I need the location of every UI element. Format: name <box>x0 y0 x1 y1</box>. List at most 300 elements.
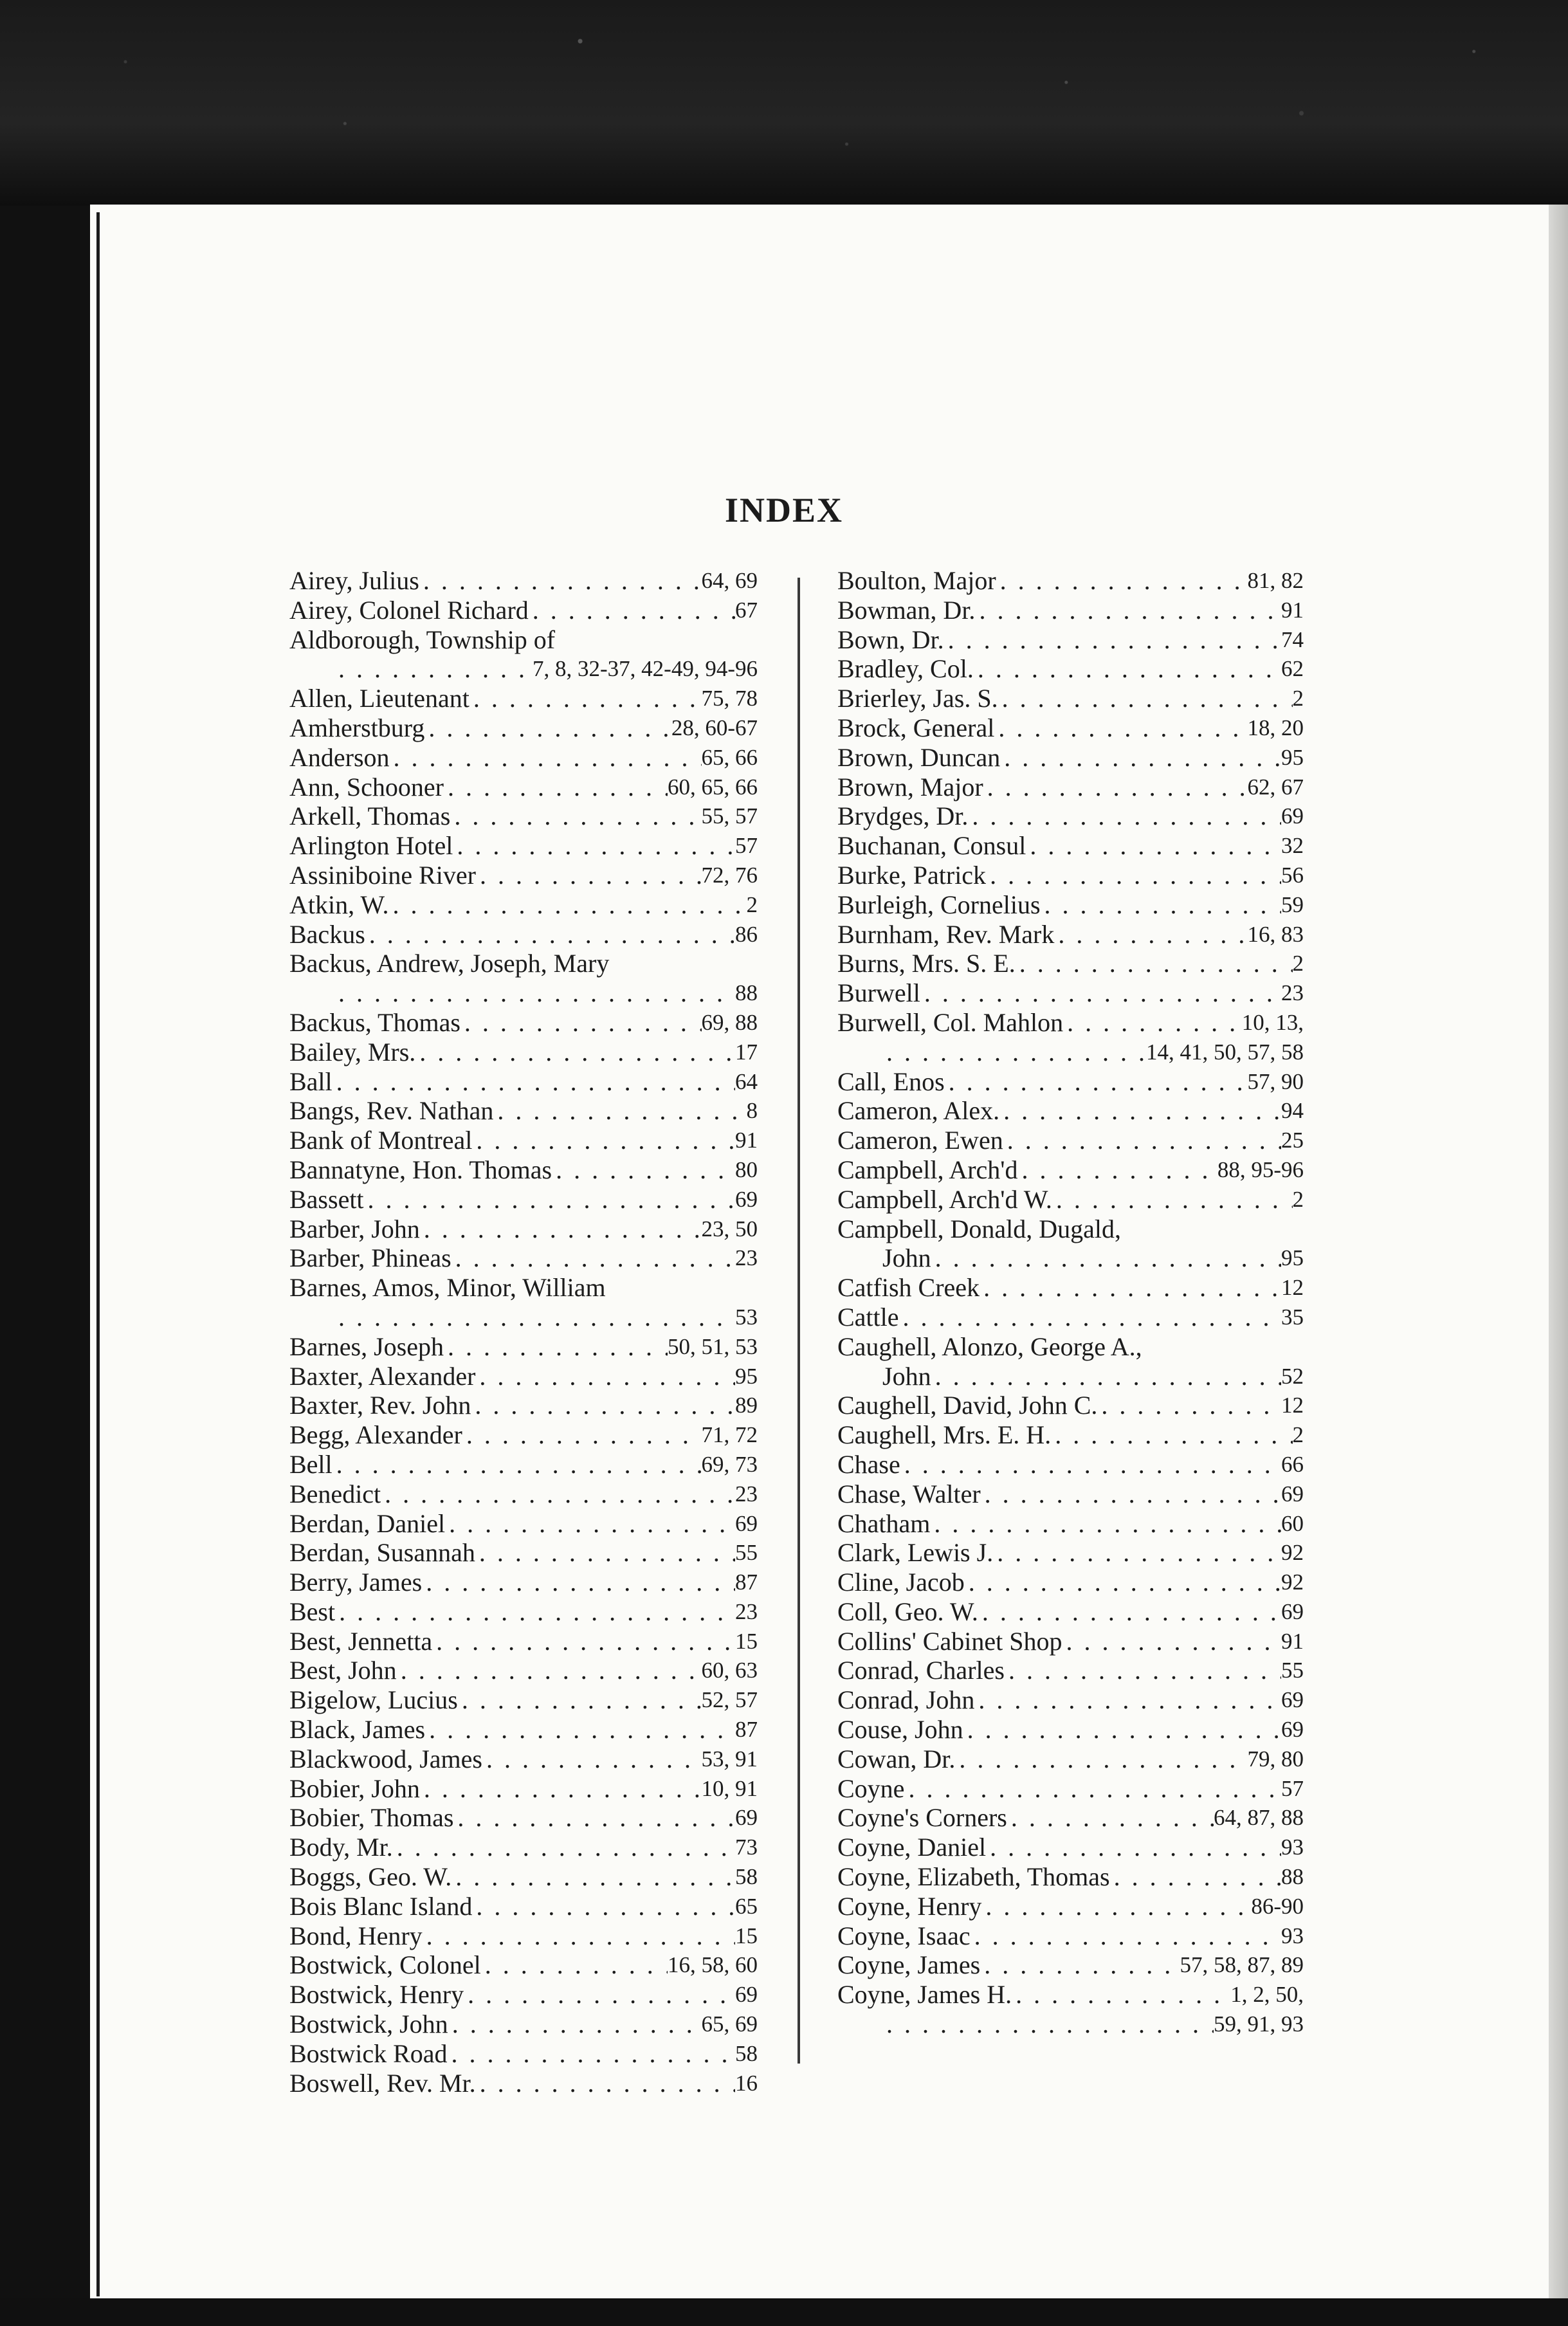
index-entry-name: Campbell, Arch'd W. <box>837 1184 1052 1214</box>
index-entry-pages: 79, 80 <box>1247 1746 1304 1772</box>
index-entry-pages: 15 <box>735 1923 758 1948</box>
index-entry <box>837 1833 1304 1862</box>
index-entry-name: Coyne <box>837 1773 905 1803</box>
leader-dots <box>1012 1980 1230 2010</box>
leader-dots <box>424 713 671 743</box>
index-entry-pages: 69 <box>1281 1717 1304 1743</box>
leader-dots <box>450 801 701 831</box>
index-entry-pages: 16 <box>735 2070 758 2096</box>
index-entry-name: Coll, Geo. W. <box>837 1597 978 1626</box>
index-entry-pages: 91 <box>1281 1628 1304 1654</box>
leader-dots <box>460 1008 702 1038</box>
index-entry-name: Body, Mr. <box>289 1833 393 1862</box>
index-entry <box>837 1067 1304 1097</box>
leader-dots <box>444 1332 668 1362</box>
leader-dots <box>904 1774 1281 1804</box>
index-entry-name: Brydges, Dr. <box>837 801 969 831</box>
leader-dots <box>453 1803 735 1833</box>
index-entry <box>289 1303 758 1332</box>
leader-dots <box>420 1774 702 1804</box>
index-entry-name: Arkell, Thomas <box>289 801 451 831</box>
index-entry <box>289 861 758 890</box>
leader-dots <box>996 566 1248 596</box>
index-entry-name: Airey, Colonel Richard <box>289 595 529 625</box>
index-entry <box>837 713 1304 743</box>
index-entry-pages: 95 <box>1281 744 1304 770</box>
index-entry <box>837 684 1304 713</box>
scan-background-top <box>0 0 1568 206</box>
index-entry <box>289 1538 758 1568</box>
leader-dots <box>419 566 702 596</box>
index-entry-pages: 60, 65, 66 <box>668 774 758 800</box>
index-entry-pages: 60 <box>1281 1510 1304 1536</box>
leader-dots <box>422 1568 735 1597</box>
index-entry-pages: 73 <box>735 1835 758 1860</box>
index-entry <box>289 625 758 655</box>
index-entry-name: Burleigh, Cornelius <box>837 890 1041 919</box>
index-entry-name: Backus <box>289 919 365 949</box>
index-entry <box>289 890 758 920</box>
index-entry-name: Bassett <box>289 1184 364 1214</box>
index-entry-name: Clark, Lewis J. <box>837 1538 994 1568</box>
index-entry-pages: 52, 57 <box>701 1687 758 1713</box>
leader-dots <box>900 1450 1281 1479</box>
index-entry-name: Chase, Walter <box>837 1479 981 1508</box>
index-entry-name: Cattle <box>837 1302 899 1332</box>
leader-dots <box>471 1391 735 1420</box>
index-entry <box>289 1243 758 1273</box>
index-entry <box>837 625 1304 655</box>
leader-dots <box>1062 1627 1281 1656</box>
leader-dots <box>390 743 702 773</box>
index-entry <box>837 1185 1304 1214</box>
index-entry <box>289 1185 758 1214</box>
index-entry-name: Burwell, Col. Mahlon <box>837 1007 1064 1037</box>
index-entry <box>837 1862 1304 1892</box>
index-entry-name: Berdan, Susannah <box>289 1538 475 1568</box>
index-entry <box>289 1950 758 1980</box>
index-entry <box>289 596 758 625</box>
leader-dots <box>472 1892 735 1921</box>
index-entry-name: Arlington Hotel <box>289 831 453 861</box>
index-entry-pages: 52 <box>1281 1363 1304 1389</box>
index-entry-pages: 65 <box>735 1893 758 1919</box>
index-entry-name: Baxter, Alexander <box>289 1361 476 1391</box>
index-entry <box>289 1008 758 1038</box>
index-entry-name: John <box>882 1361 931 1391</box>
index-entry-name: Ball <box>289 1067 333 1096</box>
index-entry-pages: 87 <box>735 1717 758 1743</box>
index-entry-name: Atkin, W. <box>289 890 389 919</box>
index-entry <box>289 1862 758 1892</box>
leader-dots <box>444 773 668 802</box>
index-entry-name: Campbell, Arch'd <box>837 1155 1018 1184</box>
index-entry-pages: 69 <box>1281 1481 1304 1506</box>
index-entry <box>289 1067 758 1097</box>
index-entry <box>289 1214 758 1244</box>
index-entry-pages: 16, 83 <box>1247 921 1304 947</box>
index-entry <box>837 1656 1304 1685</box>
index-entry-name: Barber, Phineas <box>289 1243 451 1273</box>
leader-dots <box>1016 949 1293 978</box>
index-entry-name: Ann, Schooner <box>289 772 444 801</box>
index-entry-name: Bell <box>289 1449 333 1479</box>
index-entry-pages: 2 <box>1292 1422 1304 1448</box>
index-entry <box>837 920 1304 949</box>
index-entry-pages: 69, 88 <box>701 1009 758 1035</box>
index-entry <box>837 890 1304 920</box>
index-entry-name: Brierley, Jas. S. <box>837 684 998 713</box>
index-entry-name: Bailey, Mrs. <box>289 1037 416 1067</box>
leader-dots <box>445 1509 735 1539</box>
index-entry-name: Coyne, James <box>837 1950 981 1980</box>
index-entry-pages: 57 <box>735 833 758 859</box>
leader-dots <box>475 1538 735 1568</box>
index-entry-pages: 88, 95-96 <box>1217 1157 1304 1182</box>
index-entry <box>289 1921 758 1951</box>
index-entry <box>837 1685 1304 1715</box>
index-entry <box>837 1892 1304 1921</box>
index-entry-pages: 12 <box>1281 1275 1304 1301</box>
index-entry <box>289 1420 758 1450</box>
leader-dots <box>334 978 735 1008</box>
index-entry-name: Conrad, Charles <box>837 1656 1005 1685</box>
index-entry-pages: 71, 72 <box>701 1422 758 1448</box>
index-entry <box>837 1243 1304 1273</box>
index-entry <box>837 1538 1304 1568</box>
leader-dots <box>968 801 1281 831</box>
index-entry <box>289 920 758 949</box>
leader-dots <box>986 861 1281 890</box>
index-entry <box>289 2010 758 2039</box>
index-entry-pages: 53, 91 <box>701 1746 758 1772</box>
leader-dots <box>393 1833 735 1862</box>
leader-dots <box>930 1509 1281 1539</box>
index-entry <box>837 1273 1304 1303</box>
leader-dots <box>482 1745 702 1774</box>
index-entry-name: Bown, Dr. <box>837 625 944 654</box>
index-entry-name: Best <box>289 1597 336 1626</box>
leader-dots <box>481 1950 668 1980</box>
index-entry <box>289 1038 758 1067</box>
column-divider <box>798 578 800 2064</box>
leader-dots <box>1005 1656 1281 1685</box>
index-entry-name: Bigelow, Lucius <box>289 1685 458 1715</box>
index-entry <box>837 773 1304 802</box>
index-entry-pages: 25 <box>1281 1128 1304 1153</box>
leader-dots <box>475 1362 735 1391</box>
index-entry-pages: 69 <box>1281 803 1304 829</box>
index-entry-name: Caughell, Mrs. E. H. <box>837 1420 1052 1450</box>
index-entry <box>289 1332 758 1362</box>
index-entry <box>289 743 758 773</box>
index-entry-pages: 55, 57 <box>701 803 758 829</box>
index-entry-name: Coyne, Isaac <box>837 1921 971 1950</box>
index-entry-name: Boswell, Rev. Mr. <box>289 2068 476 2098</box>
index-entry-name: Coyne, Henry <box>837 1891 982 1921</box>
index-entry <box>289 2069 758 2098</box>
index-entry-pages: 7, 8, 32-37, 42-49, 94-96 <box>533 656 758 682</box>
index-entry <box>289 1479 758 1509</box>
leader-dots <box>978 1597 1281 1627</box>
index-entry <box>289 1568 758 1597</box>
index-entry-name: Bois Blanc Island <box>289 1891 473 1921</box>
index-entry-pages: 23 <box>735 1245 758 1271</box>
index-entry <box>289 1833 758 1862</box>
leader-dots <box>397 1656 702 1685</box>
index-entry <box>837 1509 1304 1539</box>
index-entry <box>837 1597 1304 1627</box>
index-entry <box>837 1391 1304 1420</box>
index-entry-pages: 88 <box>1281 1864 1304 1890</box>
index-entry-pages: 58 <box>735 2040 758 2066</box>
leader-dots <box>965 1568 1281 1597</box>
index-entry <box>837 1479 1304 1509</box>
leader-dots <box>882 2010 1214 2039</box>
index-entry-pages: 69 <box>735 1186 758 1212</box>
index-entry-pages: 64, 87, 88 <box>1214 1805 1304 1831</box>
index-entry <box>837 831 1304 861</box>
leader-dots <box>986 1833 1281 1862</box>
index-entry-pages: 93 <box>1281 1835 1304 1860</box>
index-entry <box>837 1774 1304 1804</box>
leader-dots <box>1041 890 1281 920</box>
index-entry <box>837 1214 1304 1244</box>
index-entry-name: Bradley, Col. <box>837 654 974 684</box>
leader-dots <box>453 831 735 861</box>
index-entry-pages: 72, 76 <box>701 862 758 888</box>
index-entry-name: Allen, Lieutenant <box>289 684 469 713</box>
index-entry-name: Cline, Jacob <box>837 1568 965 1597</box>
index-entry-name: Boggs, Geo. W. <box>289 1862 452 1892</box>
index-entry-name: Coyne, Elizabeth, Thomas <box>837 1862 1110 1892</box>
index-entry-name: Cameron, Ewen <box>837 1126 1003 1155</box>
index-entry-name: Boulton, Major <box>837 566 996 595</box>
index-entry-name: Best, Jennetta <box>289 1626 433 1656</box>
index-entry-pages: 62 <box>1281 656 1304 682</box>
index-entry-name: Burwell <box>837 978 920 1008</box>
index-entry-name: Blackwood, James <box>289 1744 482 1773</box>
index-entry-name: Bostwick, Colonel <box>289 1950 481 1980</box>
leader-dots <box>493 1096 746 1126</box>
index-entry-pages: 67 <box>735 597 758 623</box>
index-entry-pages: 57, 90 <box>1247 1068 1304 1094</box>
index-entry <box>837 596 1304 625</box>
index-entry-name: Berry, James <box>289 1568 423 1597</box>
leader-dots <box>472 1126 735 1155</box>
leader-dots <box>1051 1420 1292 1450</box>
index-entry <box>837 1008 1304 1038</box>
index-entry-pages: 56 <box>1281 862 1304 888</box>
leader-dots <box>415 1038 735 1067</box>
index-entry-pages: 69 <box>1281 1598 1304 1624</box>
index-entry <box>837 1950 1304 1980</box>
index-entry-pages: 69, 73 <box>701 1451 758 1477</box>
index-entry-name: Barnes, Joseph <box>289 1332 444 1361</box>
leader-dots <box>983 773 1248 802</box>
leader-dots <box>931 1243 1281 1273</box>
index-entry-pages: 57 <box>1281 1775 1304 1801</box>
index-entry-pages: 94 <box>1281 1098 1304 1124</box>
index-entry-pages: 17 <box>735 1039 758 1065</box>
index-entry <box>289 1450 758 1479</box>
index-entry-pages: 69 <box>735 1510 758 1536</box>
leader-dots <box>974 1685 1281 1715</box>
index-entry-name: Best, John <box>289 1656 397 1685</box>
index-entry-name: Chase <box>837 1449 900 1479</box>
leader-dots <box>469 684 702 713</box>
index-entry-pages: 92 <box>1281 1570 1304 1595</box>
leader-dots <box>998 684 1293 713</box>
index-entry-pages: 88 <box>735 980 758 1006</box>
page-title: INDEX <box>724 491 844 529</box>
index-entry <box>837 949 1304 978</box>
index-entry <box>289 1126 758 1155</box>
leader-dots <box>476 861 702 890</box>
index-entry-name: Coyne, Daniel <box>837 1833 987 1862</box>
index-entry-pages: 10, 91 <box>701 1775 758 1801</box>
index-entry-name: Cameron, Alex. <box>837 1096 1000 1126</box>
index-column-left <box>289 566 758 2098</box>
leader-dots <box>476 2069 735 2098</box>
index-entry-name: Buchanan, Consul <box>837 831 1026 861</box>
index-entry <box>837 801 1304 831</box>
leader-dots <box>974 654 1281 684</box>
leader-dots <box>364 1185 735 1214</box>
index-entry-name: Caughell, David, John C. <box>837 1391 1098 1420</box>
index-entry <box>289 1155 758 1185</box>
index-entry-pages: 35 <box>1281 1304 1304 1330</box>
leader-dots <box>458 1685 702 1715</box>
index-entry-pages: 62, 67 <box>1247 774 1304 800</box>
leader-dots <box>333 1067 735 1097</box>
index-entry-pages: 87 <box>735 1570 758 1595</box>
index-entry <box>837 1126 1304 1155</box>
leader-dots <box>464 1980 735 2010</box>
index-entry <box>837 1332 1304 1362</box>
index-entry-name: Anderson <box>289 742 390 772</box>
index-entry-name: Campbell, Donald, Dugald, <box>837 1214 1122 1243</box>
leader-dots <box>365 920 735 949</box>
index-entry-pages: 86 <box>735 921 758 947</box>
index-entry <box>289 1892 758 1921</box>
index-entry <box>837 1980 1304 2010</box>
index-entry-name: Barber, John <box>289 1214 420 1243</box>
index-entry <box>837 861 1304 890</box>
index-entry-name: Brown, Major <box>837 772 983 801</box>
index-entry-pages: 18, 20 <box>1247 715 1304 740</box>
index-entry-pages: 2 <box>1292 951 1304 976</box>
index-entry <box>289 654 758 684</box>
index-entry <box>289 1656 758 1685</box>
index-entry <box>837 1921 1304 1951</box>
index-entry-pages: 1, 2, 50, <box>1230 1982 1304 2008</box>
index-entry <box>837 743 1304 773</box>
leader-dots <box>975 596 1281 625</box>
index-entry-name: Amherstburg <box>289 713 425 742</box>
index-entry-name: Backus, Thomas <box>289 1007 460 1037</box>
index-entry <box>289 1803 758 1833</box>
index-entry <box>289 1745 758 1774</box>
leader-dots <box>1018 1155 1217 1185</box>
index-entry <box>289 566 758 596</box>
index-entry-pages: 69 <box>735 1982 758 2008</box>
index-entry <box>289 978 758 1008</box>
leader-dots <box>981 1479 1281 1509</box>
index-entry-pages: 15 <box>735 1628 758 1654</box>
index-entry <box>837 1803 1304 1833</box>
index-entry <box>289 1597 758 1627</box>
index-entry <box>289 1273 758 1303</box>
index-entry-name: Burnham, Rev. Mark <box>837 919 1055 949</box>
leader-dots <box>432 1627 735 1656</box>
index-entry-pages: 64, 69 <box>701 568 758 593</box>
leader-dots <box>529 596 735 625</box>
leader-dots <box>1003 1126 1281 1155</box>
index-entry-pages: 58 <box>735 1864 758 1890</box>
index-entry-name: Bank of Montreal <box>289 1126 473 1155</box>
index-entry-pages: 64 <box>735 1068 758 1094</box>
index-entry-name: Aldborough, Township of <box>289 625 556 654</box>
scan-background-bottom <box>0 2298 1568 2326</box>
index-entry-pages: 74 <box>1281 627 1304 652</box>
index-entry <box>837 1745 1304 1774</box>
leader-dots <box>955 1745 1247 1774</box>
index-entry-name: Bobier, Thomas <box>289 1803 454 1833</box>
index-entry-name: Coyne, James H. <box>837 1980 1012 2010</box>
index-entry-pages: 95 <box>735 1363 758 1389</box>
index-entry-name: Call, Enos <box>837 1067 945 1096</box>
index-entry-name: Conrad, John <box>837 1685 975 1715</box>
index-entry-name: Bond, Henry <box>289 1921 423 1950</box>
index-entry-name: Bostwick, John <box>289 2010 448 2039</box>
leader-dots <box>451 1243 735 1273</box>
index-entry <box>837 1420 1304 1450</box>
leader-dots <box>334 654 533 684</box>
index-entry-pages: 92 <box>1281 1540 1304 1566</box>
leader-dots <box>1097 1391 1281 1420</box>
index-entry-pages: 59, 91, 93 <box>1214 2011 1304 2037</box>
index-entry-name: Begg, Alexander <box>289 1420 462 1450</box>
index-entry <box>289 1774 758 1804</box>
index-entry-pages: 57, 58, 87, 89 <box>1180 1952 1304 1978</box>
leader-dots <box>993 1538 1281 1568</box>
index-entry-pages: 2 <box>746 892 758 917</box>
index-entry-name: Couse, John <box>837 1715 963 1745</box>
index-entry <box>837 1568 1304 1597</box>
index-entry-pages: 32 <box>1281 833 1304 859</box>
index-entry-name: Cowan, Dr. <box>837 1744 956 1773</box>
index-entry-pages: 28, 60-67 <box>671 715 758 740</box>
index-entry-name: Brown, Duncan <box>837 742 1001 772</box>
index-entry-pages: 60, 63 <box>701 1658 758 1683</box>
index-entry-name: Burke, Patrick <box>837 860 987 890</box>
leader-dots <box>448 2010 702 2039</box>
index-entry-pages: 80 <box>735 1157 758 1182</box>
index-entry-pages: 89 <box>735 1393 758 1418</box>
index-entry <box>837 1096 1304 1126</box>
index-entry-pages: 23 <box>735 1598 758 1624</box>
index-entry-pages: 23 <box>1281 980 1304 1006</box>
index-entry-pages: 50, 51, 53 <box>668 1333 758 1359</box>
leader-dots <box>931 1362 1281 1391</box>
leader-dots <box>980 1273 1281 1303</box>
index-entry-pages: 65, 66 <box>701 744 758 770</box>
index-entry-name: Coyne's Corners <box>837 1803 1007 1833</box>
index-entry-pages: 75, 78 <box>701 686 758 711</box>
leader-dots <box>462 1420 702 1450</box>
index-entry-pages: 59 <box>1281 892 1304 917</box>
